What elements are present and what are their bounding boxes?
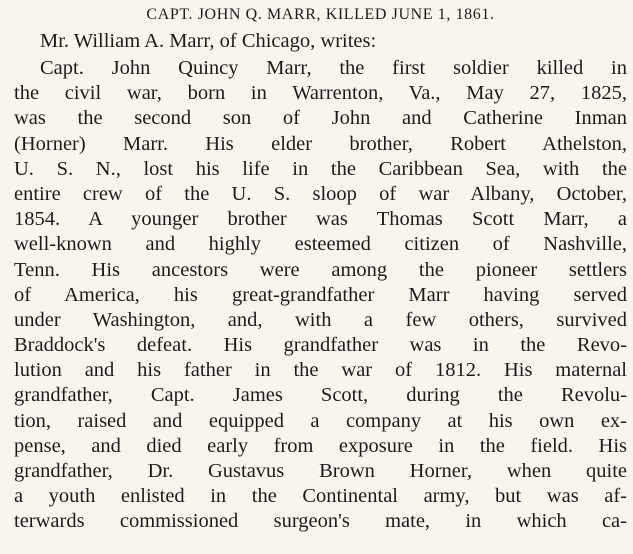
body-line: the civil war, born in Warrenton, Va., May 27, 1825, <box>14 82 627 105</box>
intro-line: Mr. William A. Marr, of Chicago, writes: <box>40 30 377 52</box>
body-line: grandfather, Dr. Gustavus Brown Horner, when quite <box>14 460 627 482</box>
body-line: U. S. N., lost his life in the Caribbean Sea, with the <box>14 157 627 180</box>
body-line: (Horner) Marr. His elder brother, Robert Athelston, <box>14 132 627 155</box>
body-line: lution and his father in the war of 1812. His maternal <box>14 359 627 382</box>
body-line: well-known and highly esteemed citizen of Nashville, <box>14 233 627 256</box>
article-heading: CAPT. JOHN Q. MARR, KILLED JUNE 1, 1861. <box>146 6 495 23</box>
body-line: a youth enlisted in the Continental army, but was af- <box>14 485 627 508</box>
body-line: Braddock's defeat. His grandfather was in the Revo- <box>14 334 627 357</box>
body-line: Capt. John Quincy Marr, the first soldier killed in <box>40 57 627 79</box>
body-line: pense, and died early from exposure in the field. His <box>14 434 627 457</box>
body-line: grandfather, Capt. James Scott, during the Revolu- <box>14 384 627 407</box>
body-line: entire crew of the U. S. sloop of war Albany, October, <box>14 182 627 205</box>
body-line: was the second son of John and Catherine Inman <box>14 107 627 130</box>
body-line: Tenn. His ancestors were among the pioneer settlers <box>14 258 627 281</box>
body-line: of America, his great-grandfather Marr having served <box>14 283 627 306</box>
body-line: 1854. A younger brother was Thomas Scott Marr, a <box>14 208 627 231</box>
body-line: under Washington, and, with a few others, survived <box>14 308 627 331</box>
body-line: terwards commissioned surgeon's mate, in which ca- <box>14 510 627 533</box>
article-body <box>14 56 627 535</box>
body-line: tion, raised and equipped a company at his own ex- <box>14 409 627 432</box>
